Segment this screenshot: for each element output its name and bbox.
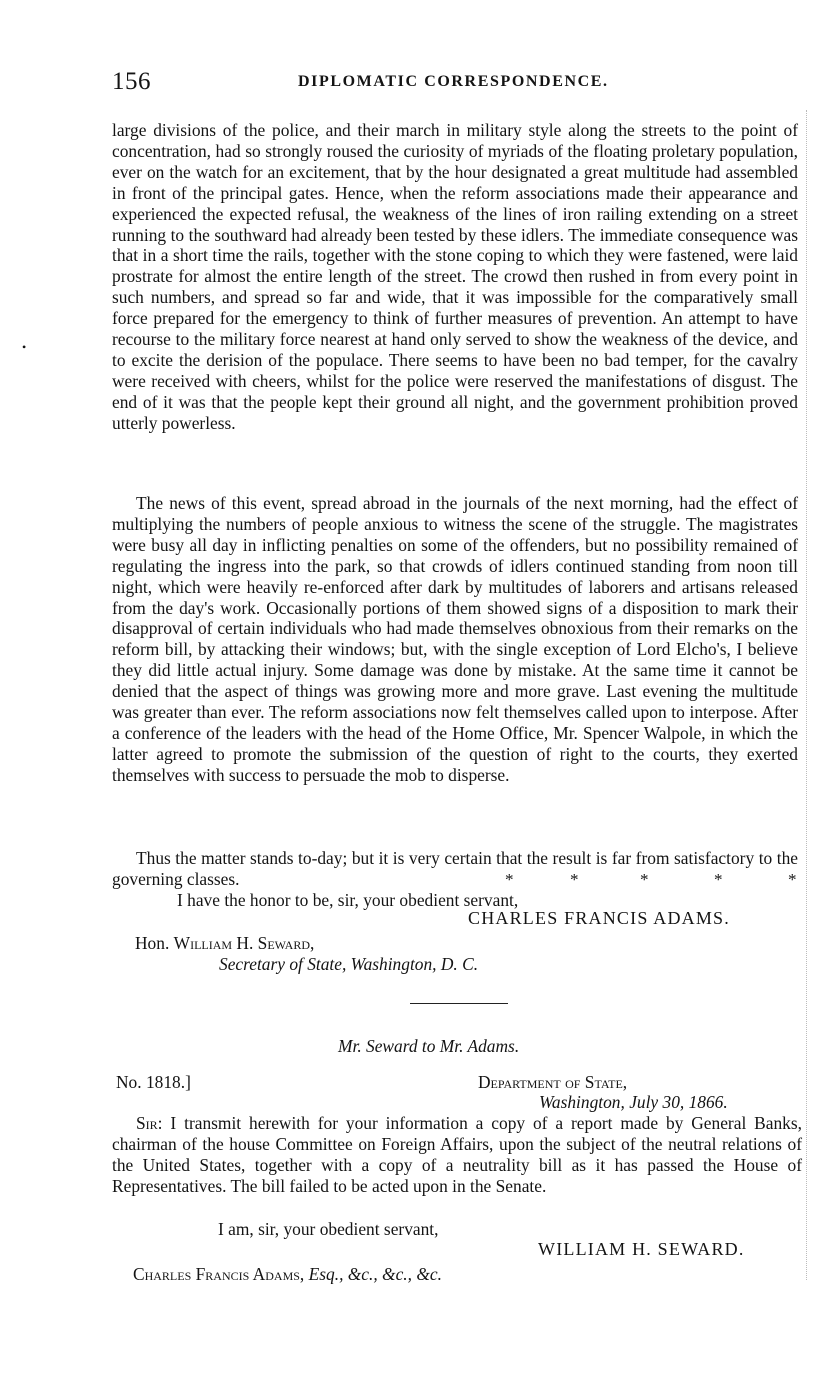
running-head: DIPLOMATIC CORRESPONDENCE.: [298, 73, 609, 90]
addressee-name: William H. Seward,: [173, 933, 315, 953]
letter2-addressee: [133, 1264, 442, 1285]
letter2-body-text: I transmit herewith for your information a copy of a report made by General Banks, chairman of the house Committee on Foreign Affairs, upon the subject of the neutral relations of the United States, together with a copy of a neutrality bill as it has passed the House of Representatives. The bill failed to be acted upon in the Senate.: [112, 1113, 802, 1196]
letter1-paragraph-3-text: Thus the matter stands to-day; but it is very certain that the result is far from satisfactory to the governing classes.: [112, 848, 798, 889]
letter2-closing: I am, sir, your obedient servant,: [218, 1219, 439, 1239]
section-divider: [410, 1003, 508, 1004]
ellipsis-star: *: [570, 870, 579, 889]
letter1-paragraph-2: [112, 493, 798, 786]
letter2-addressee-suffix: Esq., &c., &c., &c.: [308, 1264, 442, 1284]
letter2-salutation: Sir:: [136, 1113, 163, 1133]
letter2-dateline: Washington, July 30, 1866.: [539, 1092, 728, 1112]
letter2-body: [112, 1113, 802, 1197]
letter2-number: No. 1818.]: [116, 1072, 191, 1092]
letter1-addressee: [135, 933, 314, 954]
letter2-heading: Mr. Seward to Mr. Adams.: [338, 1036, 520, 1056]
letter1-paragraph-2-text: The news of this event, spread abroad in the journals of the next morning, had the effect of multiplying the numbers of people anxious to witness the scene of the struggle. The magistrates were busy all day in inflicting penalties on some of the offenders, but no possibility remained of regulating the ingress into the park, so that crowds of idlers continued standing from noon till night, which were heavily re-enforced after dark by multitudes of laborers and artisans released from the day's work. Occasionally portions of them showed signs of a disposition to mark their disapproval of certain individuals who had made themselves obnoxious from their remarks on the reform bill, by attacking their windows; but, with the single exception of Lord Elcho's, I believe they did little actual injury. Some damage was done by mistake. At the same time it cannot be denied that the aspect of things was growing more and more grave. Last evening the multitude was greater than ever. The reform associations now felt themselves called upon to interpose. After a conference of the leaders with the head of the Home Office, Mr. Spencer Walpole, in which the latter agreed to promote the submission of the question of right to the courts, they exerted themselves with success to persuade the mob to disperse.: [112, 493, 798, 785]
ellipsis-star: *: [640, 870, 649, 889]
letter1-closing: I have the honor to be, sir, your obedient servant,: [177, 890, 519, 910]
letter1-addressee-title: Secretary of State, Washington, D. C.: [219, 954, 479, 974]
margin-mark: •: [22, 340, 27, 354]
letter2-addressee-name: Charles Francis Adams,: [133, 1264, 305, 1284]
ellipsis-star: *: [505, 870, 514, 889]
letter1-paragraph-1-text: large divisions of the police, and their march in military style along the streets to the point of concentration, had so strongly roused the curiosity of myriads of the floating proletary population, ever on the watch for an excitement, that by the hour designated a great multitude had assembled in front of the principal gates. Hence, when the reform associations made their appearance and experienced the expected refusal, the weakness of the lines of iron railing extending on a street running to the southward had already been tested by these idlers. The immediate consequence was that in a short time the rails, together with the stone coping to which they were fastened, were laid prostrate for almost the entire length of the street. The crowd then rushed in from every point in such numbers, and spread so far and wide, that it was impossible for the comparatively small force prepared for the emergency to think of further measures of prevention. An attempt to have recourse to the military force nearest at hand only served to show the weakness of the device, and to excite the derision of the populace. There seems to have been no bad temper, for the cavalry were received with cheers, whilst for the police were reserved the manifestations of disgust. The end of it was that the people kept their ground all night, and the government prohibition proved utterly powerless.: [112, 120, 798, 433]
addressee-prefix: Hon.: [135, 933, 170, 953]
letter2-department: Department of State,: [478, 1072, 628, 1092]
ellipsis-star: *: [788, 870, 797, 889]
ellipsis-star: *: [714, 870, 723, 889]
page-number: 156: [112, 68, 151, 95]
letter1-paragraph-3: [112, 848, 798, 890]
letter1-paragraph-1: [112, 120, 798, 434]
letter1-signature: CHARLES FRANCIS ADAMS.: [468, 908, 730, 928]
page-edge-shadow: [806, 110, 809, 1280]
page-header: [112, 68, 797, 98]
letter2-signature: WILLIAM H. SEWARD.: [538, 1239, 745, 1259]
